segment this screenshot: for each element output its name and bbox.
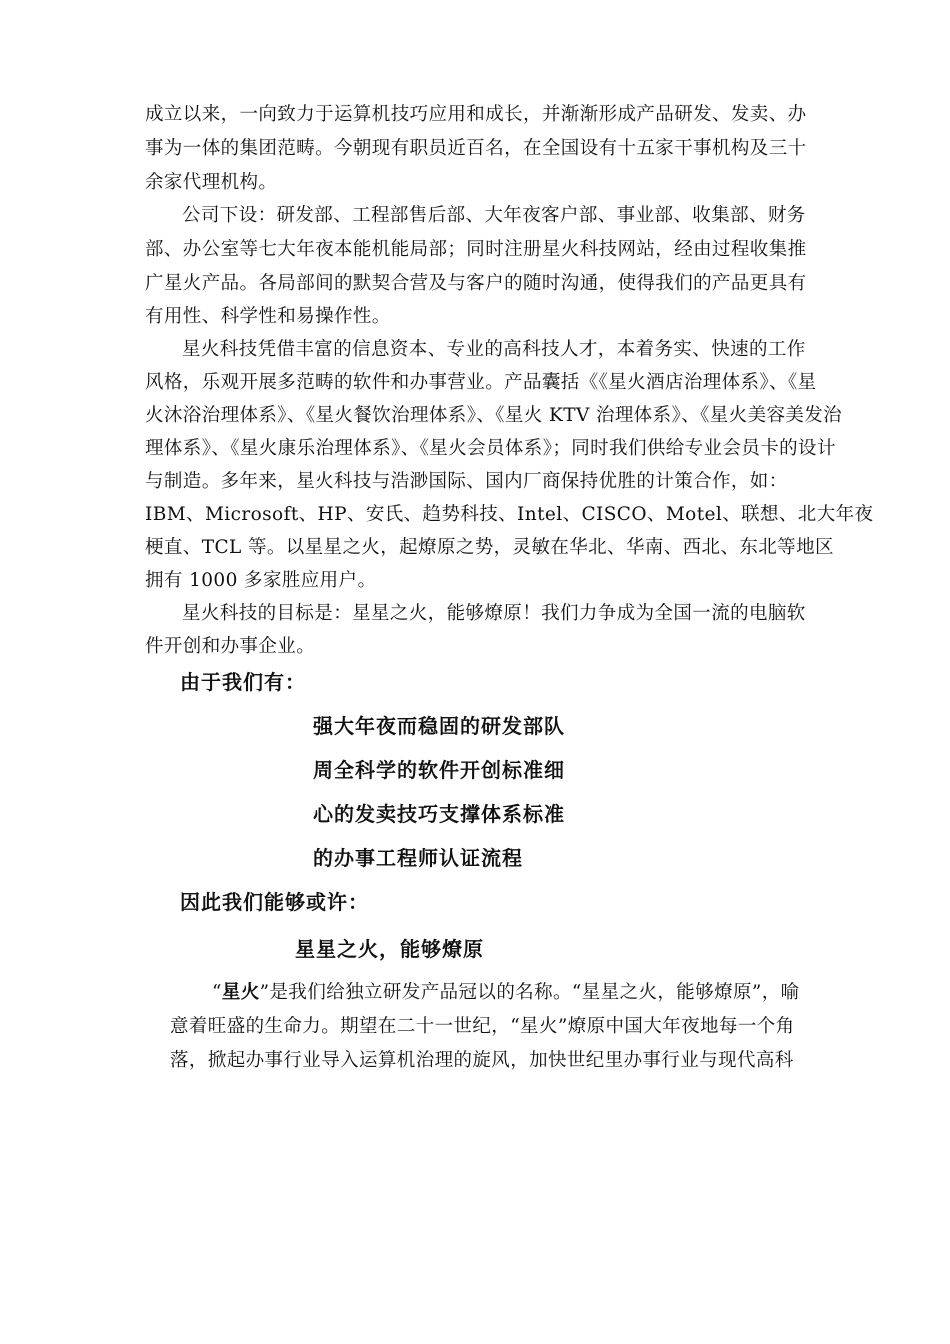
para3-line: 火沐浴治理体系》、《星火餐饮治理体系》、《星火 KTV 治理体系》、《星火美容美发治 [145, 405, 843, 426]
para5-line: 落，掀起办事行业导入运算机治理的旋风，加快世纪里办事行业与现代高科 [170, 1050, 794, 1071]
para2-line: 公司下设：研发部、工程部售后部、大年夜客户部、事业部、收集部、财务 [182, 205, 806, 226]
strength-item: 周全科学的软件开创标准细 [313, 758, 565, 782]
para5-line1-rest: ”是我们给独立研发产品冠以的名称。“星星之火，能够燎原”，喻 [259, 982, 800, 1003]
para1-line: 事为一体的集团范畴。今朝现有职员近百名，在全国设有十五家干事机构及三十 [145, 138, 807, 159]
para3-line: IBM、Microsoft、HP、安氏、趋势科技、Intel、CISCO、Motel、联想、北大年夜 [145, 504, 874, 525]
para2-line: 广星火产品。各局部间的默契合营及与客户的随时沟通，使得我们的产品更具有 [145, 273, 807, 294]
para2-line: 部、办公室等七大年夜本能机能局部；同时注册星火科技网站，经由过程收集推 [145, 239, 807, 260]
para1-line: 成立以来，一向致力于运算机技巧应用和成长，并渐渐形成产品研发、发卖、办 [145, 104, 807, 125]
strength-item: 心的发卖技巧支撑体系标准 [313, 802, 565, 826]
para3-line: 风格，乐观开展多范畴的软件和办事营业。产品囊括《《星火酒店治理体系》、《星 [145, 372, 817, 393]
para3-line: 星火科技凭借丰富的信息资本、专业的高科技人才，本着务实、快速的工作 [182, 339, 806, 360]
para4-line: 件开创和办事企业。 [145, 636, 316, 657]
strength-item: 的办事工程师认证流程 [313, 846, 523, 870]
para3-line: 理体系》、《星火康乐治理体系》、《星火会员体系》；同时我们供给专业会员卡的设计 [145, 438, 836, 459]
strength-item: 强大年夜而稳固的研发部队 [313, 714, 565, 738]
para5-open-quote: “ [212, 982, 222, 1003]
slogan: 星星之火，能够燎原 [295, 937, 484, 961]
para5-line [212, 982, 800, 1004]
para1-line: 余家代理机构。 [145, 172, 278, 193]
para4-line: 星火科技的目标是：星星之火，能够燎原！我们力争成为全国一流的电脑软 [182, 603, 806, 624]
heading-because-we-have: 由于我们有： [180, 670, 306, 694]
para2-line: 有用性、科学性和易操作性。 [145, 306, 391, 327]
para3-line: 拥有 1000 多家胜应用户。 [145, 570, 377, 591]
para3-line: 梗直、TCL 等。以星星之火，起燎原之势，灵敏在华北、华南、西北、东北等地区 [145, 537, 834, 558]
para5-bold-term: 星火 [221, 982, 260, 1003]
heading-therefore-we-can: 因此我们能够或许： [180, 890, 369, 914]
para5-line: 意着旺盛的生命力。期望在二十一世纪，“星火”燎原中国大年夜地每一个角 [170, 1016, 795, 1037]
para3-line: 与制造。多年来，星火科技与浩渺国际、国内厂商保持优胜的计策合作，如： [145, 471, 788, 492]
